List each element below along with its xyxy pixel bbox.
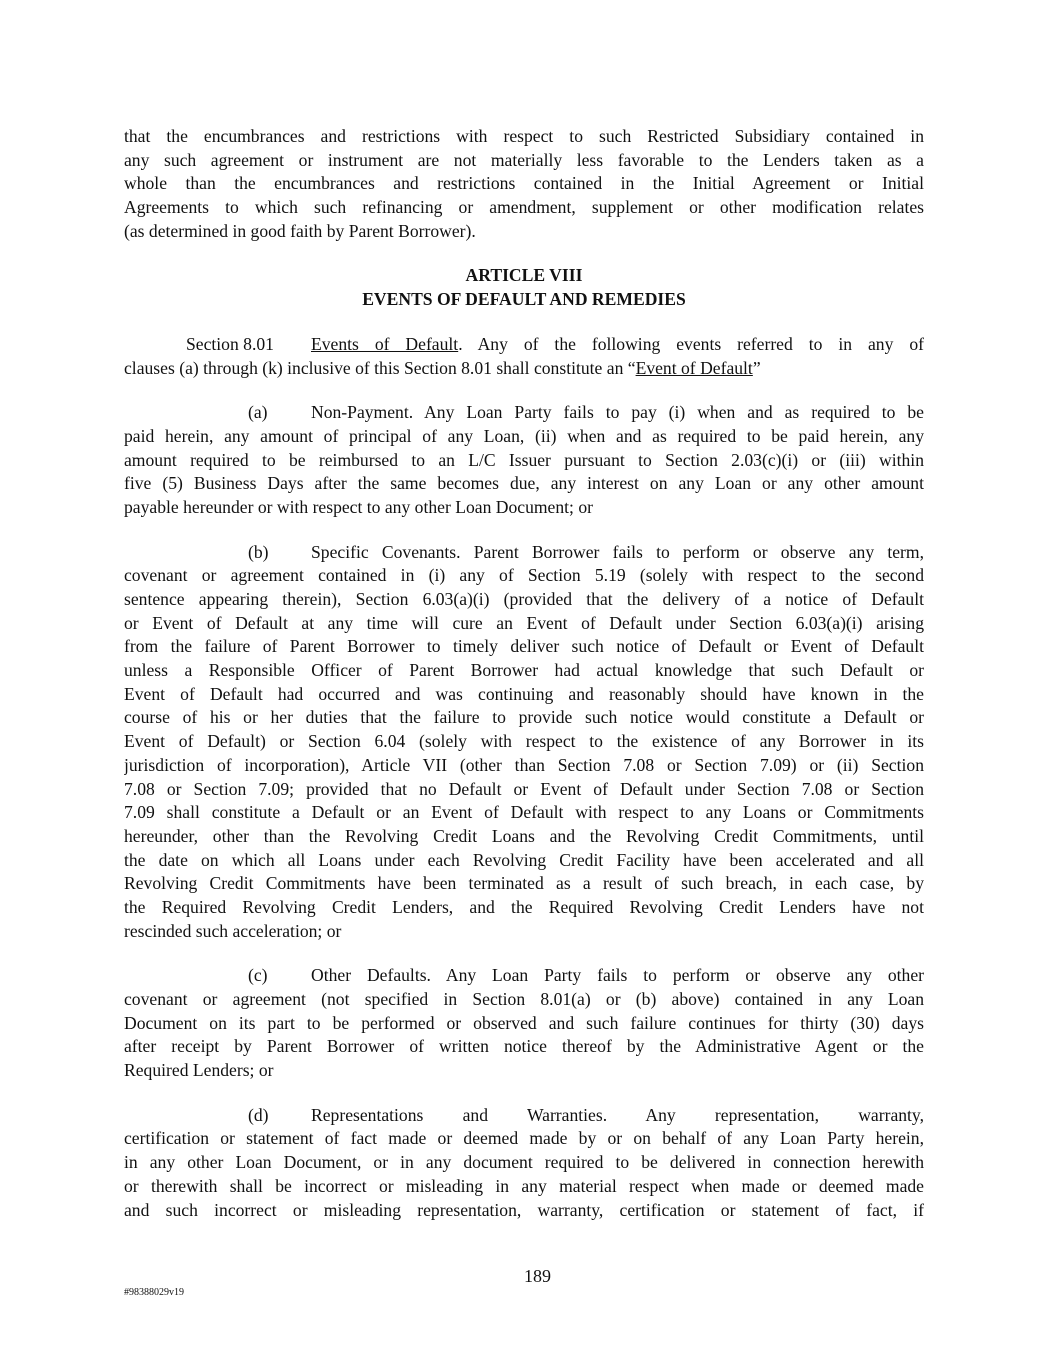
text-line: jurisdiction of incorporation), Article VII (other than Section 7.08 or Section 7.09) or (ii) Section bbox=[124, 754, 924, 775]
clause-text: Representations and Warranties. Any representation, warranty, bbox=[311, 1104, 924, 1125]
text-line bbox=[124, 541, 924, 565]
section-title: Events of Default bbox=[311, 333, 459, 354]
text-line bbox=[124, 1104, 924, 1128]
clause-a bbox=[124, 401, 924, 519]
clause-b bbox=[124, 541, 924, 944]
text-line: covenant or agreement contained in (i) any of Section 5.19 (solely with respect to the second bbox=[124, 565, 924, 586]
document-page bbox=[124, 125, 924, 1243]
text-line: Required Lenders; or bbox=[124, 1060, 274, 1081]
text-line bbox=[124, 401, 924, 425]
text-line: unless a Responsible Officer of Parent Borrower had actual knowledge that such Default or bbox=[124, 660, 924, 681]
clause-label: (a) bbox=[248, 402, 268, 423]
clause-label: (d) bbox=[248, 1104, 269, 1125]
text-line: the date on which all Loans under each Revolving Credit Facility have been accelerated and all bbox=[124, 849, 924, 870]
section-8-01-paragraph bbox=[124, 333, 924, 380]
document-id: #98388029v19 bbox=[124, 1287, 184, 1298]
text-line: Revolving Credit Commitments have been terminated as a result of such breach, in each case, by bbox=[124, 873, 924, 894]
clause-text: Other Defaults. Any Loan Party fails to perform or observe any other bbox=[311, 965, 924, 986]
text-line: Document on its part to be performed or observed and such failure continues for thirty (30) days bbox=[124, 1012, 924, 1033]
clause-text: Non-Payment. Any Loan Party fails to pay (i) when and as required to be bbox=[311, 402, 924, 423]
text-line: from the failure of Parent Borrower to timely deliver such notice of Default or Event of Default bbox=[124, 636, 924, 657]
page-number: 189 bbox=[524, 1266, 551, 1286]
article-heading bbox=[124, 264, 924, 311]
text-line: (as determined in good faith by Parent Borrower). bbox=[124, 220, 476, 241]
clauses bbox=[124, 401, 924, 1222]
text-line: or Event of Default at any time will cure an Event of Default under Section 6.03(a)(i) arising bbox=[124, 612, 924, 633]
text-line bbox=[124, 964, 924, 988]
clause-label: (c) bbox=[248, 965, 268, 986]
text-line: Agreements to which such refinancing or amendment, supplement or other modification relates bbox=[124, 197, 924, 218]
section-line bbox=[124, 333, 924, 357]
clause-text: Specific Covenants. Parent Borrower fails to perform or observe any term, bbox=[311, 541, 924, 562]
clause-d bbox=[124, 1104, 924, 1222]
text-line: after receipt by Parent Borrower of written notice thereof by the Administrative Agent or the bbox=[124, 1036, 924, 1057]
clause-label: (b) bbox=[248, 541, 269, 562]
text-line: any such agreement or instrument are not materially less favorable to the Lenders taken as a bbox=[124, 149, 924, 170]
section-line bbox=[124, 357, 924, 381]
text-line: sentence appearing therein), Section 6.03(a)(i) (provided that the delivery of a notice of Default bbox=[124, 589, 924, 610]
text-line: 7.09 shall constitute a Default or an Event of Default with respect to any Loans or Commitments bbox=[124, 802, 924, 823]
text-line: Event of Default) or Section 6.04 (solely with respect to the existence of any Borrower in its bbox=[124, 731, 924, 752]
section-label: Section 8.01 bbox=[186, 333, 274, 354]
intro-paragraph bbox=[124, 125, 924, 243]
text-line: certification or statement of fact made or deemed made by or on behalf of any Loan Party herein, bbox=[124, 1128, 924, 1149]
text-line: amount required to be reimbursed to an L/C Issuer pursuant to Section 2.03(c)(i) or (iii) within bbox=[124, 449, 924, 470]
text-line: that the encumbrances and restrictions with respect to such Restricted Subsidiary contained in bbox=[124, 126, 924, 146]
text-line: or therewith shall be incorrect or misleading in any material respect when made or deemed made bbox=[124, 1175, 924, 1196]
section-text: ” bbox=[752, 357, 761, 378]
text-line: in any other Loan Document, or in any document required to be delivered in connection herewith bbox=[124, 1152, 924, 1173]
article-number: ARTICLE VIII bbox=[465, 265, 583, 286]
text-line: 7.08 or Section 7.09; provided that no Default or Event of Default under Section 7.08 or Section bbox=[124, 778, 924, 799]
article-title: EVENTS OF DEFAULT AND REMEDIES bbox=[362, 289, 686, 310]
text-line: paid herein, any amount of principal of any Loan, (ii) when and as required to be paid herein, any bbox=[124, 425, 924, 446]
text-line: hereunder, other than the Revolving Credit Loans and the Revolving Credit Commitments, until bbox=[124, 825, 924, 846]
text-line: rescinded such acceleration; or bbox=[124, 920, 342, 941]
text-line: payable hereunder or with respect to any other Loan Document; or bbox=[124, 496, 593, 517]
text-line: and such incorrect or misleading representation, warranty, certification or statement of fact, if bbox=[124, 1199, 924, 1220]
text-line: Event of Default had occurred and was continuing and reasonably should have known in the bbox=[124, 683, 924, 704]
text-line: five (5) Business Days after the same becomes due, any interest on any Loan or any other amount bbox=[124, 473, 924, 494]
section-text: . Any of the following events referred to in any of bbox=[458, 333, 924, 354]
section-text: clauses (a) through (k) inclusive of this Section 8.01 shall constitute an “ bbox=[124, 357, 636, 378]
text-line: the Required Revolving Credit Lenders, and the Required Revolving Credit Lenders have not bbox=[124, 896, 924, 917]
text-line: course of his or her duties that the failure to provide such notice would constitute a Default or bbox=[124, 707, 924, 728]
clause-c bbox=[124, 964, 924, 1082]
text-line: covenant or agreement (not specified in Section 8.01(a) or (b) above) contained in any Loan bbox=[124, 989, 924, 1010]
defined-term: Event of Default bbox=[635, 357, 753, 378]
text-line: whole than the encumbrances and restrictions contained in the Initial Agreement or Initial bbox=[124, 173, 924, 194]
